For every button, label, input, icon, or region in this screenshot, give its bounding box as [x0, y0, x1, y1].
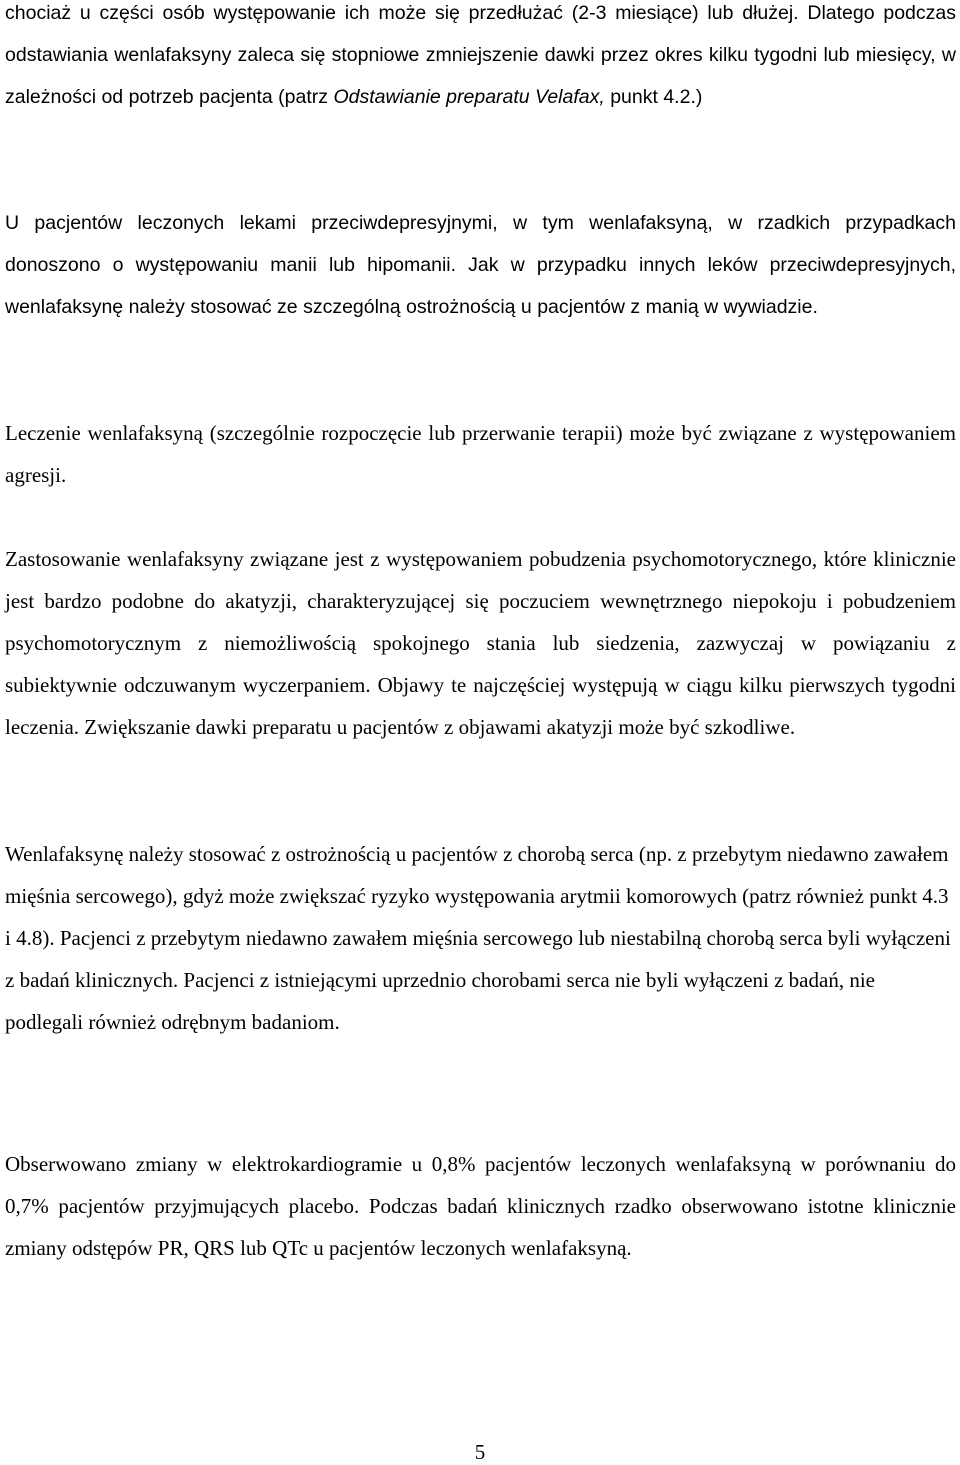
paragraph-text: punkt 4.2.) [604, 86, 703, 108]
paragraph-text: U pacjentów leczonych lekami przeciwdepresyjnymi, w tym wenlafaksyną, w rzadkich przypadkach donoszono o występowaniu manii lub hipomanii. Jak w przypadku innych leków przeciwdepresyjnych, wenlafaksynę należy stosować ze szczególną ostrożnością u pacjentów z manią w wywiadzie. [5, 212, 956, 318]
paragraph-text: Zastosowanie wenlafaksyny związane jest z występowaniem pobudzenia psychomotorycznego, które klinicznie jest bardzo podobne do akatyzji, charakteryzującej się poczuciem wewnętrznego niepokoju i pobudzeniem psychomotorycznym z niemożliwością spokojnego stania lub siedzenia, zazwyczaj w powiązaniu z subiektywnie odczuwanym wyczerpaniem. Objawy te najczęściej występują w ciągu kilku pierwszych tygodni leczenia. Zwiększanie dawki preparatu u pacjentów z objawami akatyzji może być szkodliwe. [5, 547, 956, 739]
paragraph-discontinuation [5, 0, 956, 118]
paragraph-ecg [5, 1143, 956, 1269]
page-number: 5 [474, 1440, 486, 1464]
paragraph-akathisia [5, 538, 956, 748]
cross-reference-italic: Odstawianie preparatu Velafax, [333, 86, 605, 108]
paragraph-text: Obserwowano zmiany w elektrokardiogramie u 0,8% pacjentów leczonych wenlafaksyną w porównaniu do 0,7% pacjentów przyjmujących placebo. Podczas badań klinicznych rzadko obserwowano istotne klinicznie zmiany odstępów PR, QRS lub QTc u pacjentów leczonych wenlafaksyną. [5, 1152, 956, 1260]
paragraph-text: Wenlafaksynę należy stosować z ostrożnością u pacjentów z chorobą serca (np. z przebytym niedawno zawałem mięśnia sercowego), gdyż może zwiększać ryzyko występowania arytmii komorowych (patrz również punkt 4.3 i 4.8). Pacjenci z przebytym niedawno zawałem mięśnia sercowego lub niestabilną chorobą serca byli wyłączeni z badań klinicznych. Pacjenci z istniejącymi uprzednio chorobami serca nie byli wyłączeni z badań, nie podlegali również odrębnym badaniom. [5, 842, 951, 1034]
paragraph-text: chociaż u części osób występowanie ich może się przedłużać (2-3 miesiące) lub dłużej. Dlatego podczas odstawiania wenlafaksyny zaleca się stopniowe zmniejszenie dawki przez okres kilku tygodni lub miesięcy, w zależności od potrzeb pacjenta (patrz [5, 2, 956, 108]
paragraph-aggression [5, 412, 956, 496]
paragraph-mania [5, 202, 956, 328]
paragraph-text: Leczenie wenlafaksyną (szczególnie rozpoczęcie lub przerwanie terapii) może być związane z występowaniem agresji. [5, 421, 956, 487]
paragraph-heart-disease [5, 833, 956, 1043]
